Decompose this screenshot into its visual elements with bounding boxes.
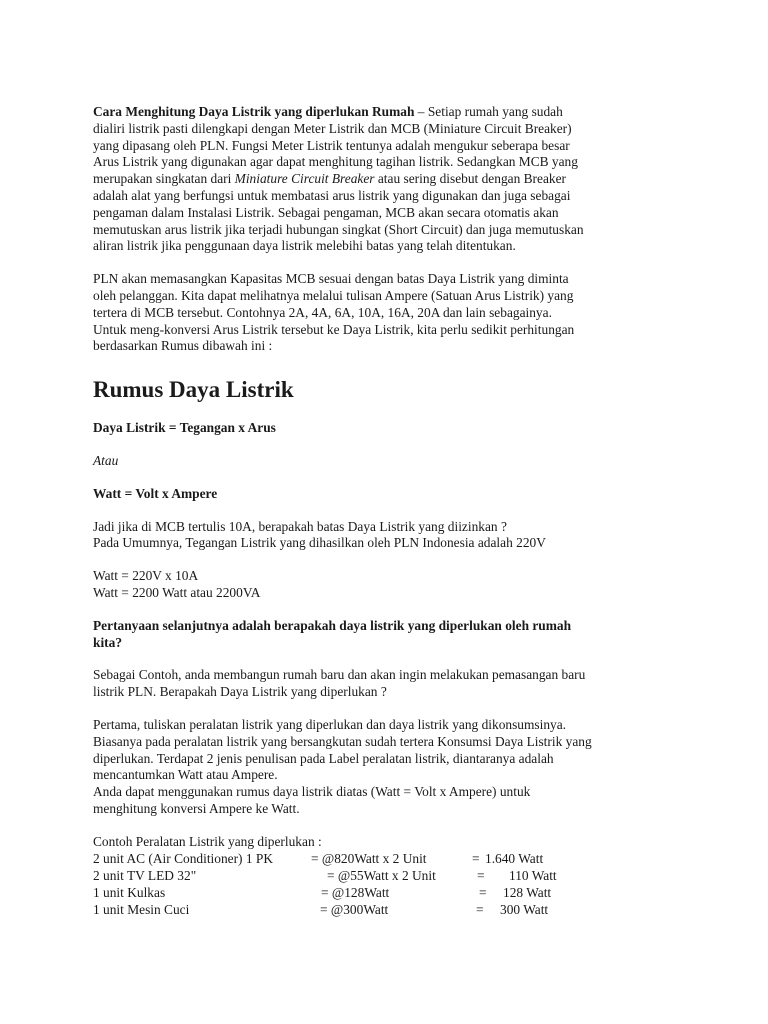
intro-lead: Cara Menghitung Daya Listrik yang diperlukan Rumah xyxy=(93,104,415,119)
calc-line: Watt = 220V x 10A xyxy=(93,568,199,584)
appliance-row xyxy=(93,851,693,868)
appliance-calc: = @55Watt x 2 Unit xyxy=(327,867,436,883)
appliance-total: 300 Watt xyxy=(500,901,549,917)
question-line: Pada Umumnya, Tegangan Listrik yang dihasilkan oleh PLN Indonesia adalah 220V xyxy=(93,535,546,551)
first-line: Pertama, tuliskan peralatan listrik yang diperlukan dan daya listrik yang dikonsumsinya. xyxy=(93,716,567,732)
pln-line: tertera di MCB tersebut. Contohnya 2A, 4A, 6A, 10A, 16A, 20A dan lain sebagainya. xyxy=(93,304,552,320)
pln-line: Untuk meng-konversi Arus Listrik tersebut ke Daya Listrik, kita perlu sedikit perhitungan xyxy=(93,321,575,337)
intro-line: aliran listrik jika penggunaan daya listrik melebihi batas yang telah ditentukan. xyxy=(93,238,516,254)
spacer xyxy=(93,701,693,717)
first-line: menghitung konversi Ampere ke Watt. xyxy=(93,800,300,816)
example-line: Sebagai Contoh, anda membangun rumah baru dan akan ingin melakukan pemasangan baru xyxy=(93,667,586,683)
spacer xyxy=(93,255,693,271)
appliance-calc: = @820Watt x 2 Unit xyxy=(311,850,427,866)
appliance-name: 1 unit Mesin Cuci xyxy=(93,901,190,917)
appliance-calc: = @300Watt xyxy=(320,901,389,917)
pln-line: PLN akan memasangkan Kapasitas MCB sesuai dengan batas Daya Listrik yang diminta xyxy=(93,271,569,287)
appliance-name: 2 unit AC (Air Conditioner) 1 PK xyxy=(93,850,274,866)
appliance-calc: = @128Watt xyxy=(321,884,390,900)
appliance-name: 2 unit TV LED 32" xyxy=(93,867,197,883)
spacer xyxy=(93,552,693,568)
question2-paragraph xyxy=(93,618,693,652)
appliance-row xyxy=(93,885,693,902)
pln-line: oleh pelanggan. Kita dapat melihatnya melalui tulisan Ampere (Satuan Arus Listrik) yang xyxy=(93,287,574,303)
calc-line: Watt = 2200 Watt atau 2200VA xyxy=(93,584,261,600)
spacer xyxy=(93,503,693,519)
first-line: Anda dapat menggunakan rumus daya listrik diatas (Watt = Volt x Ampere) untuk xyxy=(93,784,531,800)
appliance-name: 1 unit Kulkas xyxy=(93,884,166,900)
question2-line: Pertanyaan selanjutnya adalah berapakah daya listrik yang diperlukan oleh rumah xyxy=(93,617,572,633)
question-paragraph xyxy=(93,519,693,553)
intro-italic-term: Miniature Circuit Breaker xyxy=(234,171,375,187)
intro-line: memutuskan arus listrik jika terjadi hubungan singkat (Short Circuit) dan juga memutuskan xyxy=(93,221,584,237)
example-line: listrik PLN. Berapakah Daya Listrik yang diperlukan ? xyxy=(93,684,387,700)
spacer xyxy=(93,437,693,453)
appliance-list xyxy=(93,851,693,919)
spacer xyxy=(93,404,693,420)
formula-watt: Watt = Volt x Ampere xyxy=(93,485,218,501)
appliance-eq: = xyxy=(476,901,484,917)
list-title: Contoh Peralatan Listrik yang diperlukan : xyxy=(93,833,322,849)
first-line: mencantumkan Watt atau Ampere. xyxy=(93,767,278,783)
appliance-total: 128 Watt xyxy=(503,884,552,900)
spacer xyxy=(93,651,693,667)
appliance-row xyxy=(93,868,693,885)
appliance-total: 1.640 Watt xyxy=(485,850,544,866)
appliance-row xyxy=(93,902,693,919)
intro-line: Arus Listrik yang digunakan agar dapat menghitung tagihan listrik. Sedangkan MCB yang xyxy=(93,154,578,170)
question-line: Jadi jika di MCB tertulis 10A, berapakah batas Daya Listrik yang diizinkan ? xyxy=(93,518,507,534)
example-paragraph xyxy=(93,667,693,701)
intro-line: merupakan singkatan dari xyxy=(93,171,235,187)
spacer xyxy=(93,818,693,834)
intro-line: yang dipasang oleh PLN. Fungsi Meter Listrik tentunya adalah mengukur seberapa besar xyxy=(93,137,570,153)
atau-text: Atau xyxy=(93,452,119,468)
appliance-eq: = xyxy=(477,867,485,883)
appliance-eq: = xyxy=(479,884,487,900)
spacer xyxy=(93,470,693,486)
intro-line: – Setiap rumah yang sudah xyxy=(414,104,563,119)
spacer xyxy=(93,602,693,618)
formula-daya: Daya Listrik = Tegangan x Arus xyxy=(93,420,276,436)
first-paragraph xyxy=(93,717,693,818)
pln-line: berdasarkan Rumus dibawah ini : xyxy=(93,338,273,354)
intro-line: dialiri listrik pasti dilengkapi dengan Meter Listrik dan MCB (Miniature Circuit Breaker) xyxy=(93,120,572,136)
question2-line: kita? xyxy=(93,634,123,650)
section-heading: Rumus Daya Listrik xyxy=(93,377,294,403)
appliance-eq: = xyxy=(472,850,480,866)
intro-paragraph xyxy=(93,104,693,255)
first-line: Biasanya pada peralatan listrik yang bersangkutan sudah tertera Konsumsi Daya Listrik yang xyxy=(93,733,592,749)
spacer xyxy=(93,355,693,376)
pln-paragraph xyxy=(93,271,693,355)
appliance-total: 110 Watt xyxy=(509,867,557,883)
intro-line: adalah alat yang berfungsi untuk membatasi arus listrik yang digunakan dan juga sebagai xyxy=(93,187,571,203)
calc-paragraph xyxy=(93,568,693,602)
intro-line: atau sering disebut dengan Breaker xyxy=(374,171,567,187)
document-page xyxy=(93,104,693,919)
intro-line: pengaman dalam Instalasi Listrik. Sebagai pengaman, MCB akan secara otomatis akan xyxy=(93,204,559,220)
first-line: diperlukan. Terdapat 2 jenis penulisan pada Label peralatan listrik, diantaranya adalah xyxy=(93,750,554,766)
